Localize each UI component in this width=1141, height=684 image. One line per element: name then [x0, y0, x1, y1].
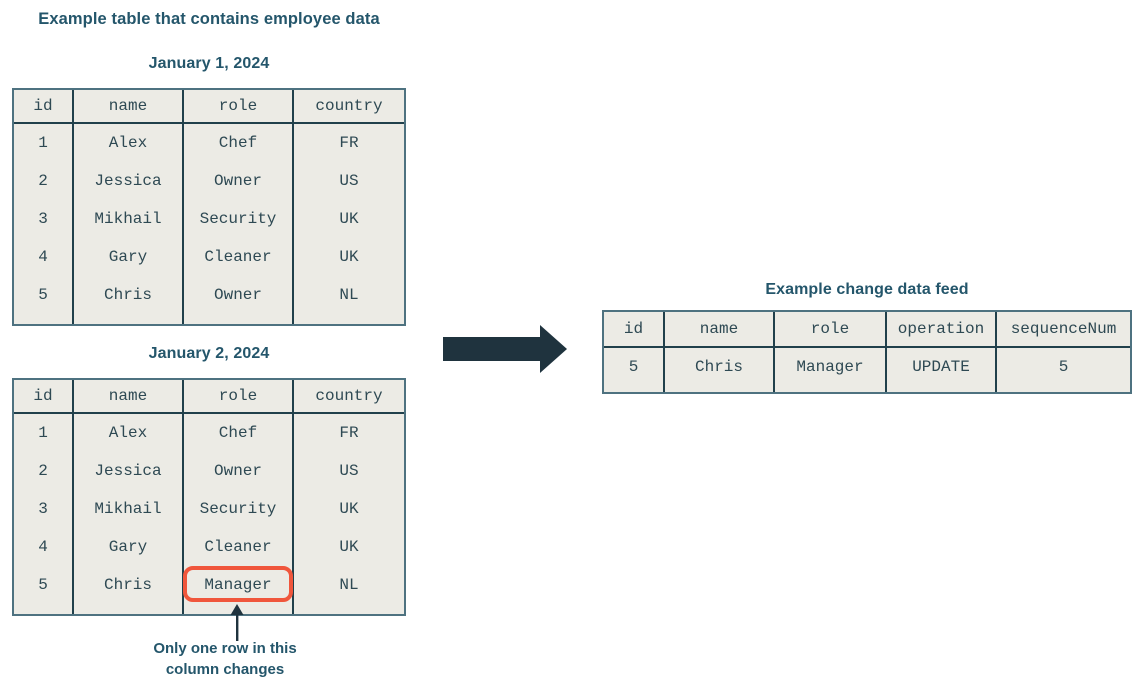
table-cell: Chris	[665, 348, 775, 386]
spacer	[14, 314, 74, 324]
table-cell: 3	[14, 200, 74, 238]
table-cell: UK	[339, 210, 359, 228]
table-january-2	[12, 378, 406, 616]
spacer	[887, 386, 997, 392]
diagram-title: Example table that contains employee data	[38, 10, 380, 28]
column-header: operation	[887, 312, 997, 348]
spacer	[74, 314, 184, 324]
table-cell: Mikhail	[74, 490, 184, 528]
table-january-1	[12, 88, 406, 326]
column-header: name	[74, 90, 184, 124]
table-cell: Gary	[74, 528, 184, 566]
column-header: role	[184, 380, 294, 414]
table-cell: Manager	[775, 348, 887, 386]
table-cell: NL	[339, 286, 359, 304]
arrow-right-icon	[443, 325, 567, 373]
annotation-line-2: column changes	[165, 661, 285, 678]
table-cell: Chris	[74, 276, 184, 314]
column-header: role	[184, 90, 294, 124]
table-jan2-caption: January 2, 2024	[148, 345, 270, 362]
table-cell: Mikhail	[74, 200, 184, 238]
spacer	[665, 386, 775, 392]
table-cell: 5	[14, 566, 74, 604]
column-header: country	[294, 380, 404, 414]
table-cell: 1	[14, 414, 74, 452]
table-cell: 5	[604, 348, 665, 386]
spacer	[74, 604, 184, 614]
table-cell: US	[339, 172, 359, 190]
table-cell: Chris	[74, 566, 184, 604]
spacer	[775, 386, 887, 392]
table-cell: 2	[14, 452, 74, 490]
table-cell: 5	[14, 276, 74, 314]
table-cell: Jessica	[74, 452, 184, 490]
table-cell: UK	[339, 500, 359, 518]
table-cell: 5	[1058, 358, 1069, 376]
table-cell: Owner	[184, 162, 294, 200]
spacer	[294, 314, 404, 324]
table-jan1-caption: January 1, 2024	[148, 55, 270, 72]
arrow-up-icon	[229, 604, 245, 641]
table-cell: UK	[339, 538, 359, 556]
column-header: name	[665, 312, 775, 348]
column-header: id	[14, 90, 74, 124]
table-change-feed	[602, 310, 1132, 394]
table-cell: 4	[14, 528, 74, 566]
spacer	[997, 386, 1130, 392]
column-header: id	[14, 380, 74, 414]
table-cell: Cleaner	[184, 238, 294, 276]
table-cell: 3	[14, 490, 74, 528]
table-cell: 4	[14, 238, 74, 276]
table-cell: 2	[14, 162, 74, 200]
table-cell: 1	[14, 124, 74, 162]
annotation-line-1: Only one row in this	[153, 640, 297, 657]
change-feed-caption: Example change data feed	[765, 281, 969, 298]
table-cell: Owner	[184, 276, 294, 314]
changed-table-cell: Manager	[184, 566, 294, 604]
table-cell: Alex	[74, 414, 184, 452]
table-cell: Owner	[184, 452, 294, 490]
spacer	[294, 604, 404, 614]
table-cell: Chef	[184, 414, 294, 452]
table-cell: Jessica	[74, 162, 184, 200]
column-header: country	[294, 90, 404, 124]
table-cell: UK	[339, 248, 359, 266]
table-cell: FR	[339, 424, 359, 442]
table-cell: Security	[184, 490, 294, 528]
column-header: role	[775, 312, 887, 348]
table-cell: Chef	[184, 124, 294, 162]
table-cell: Alex	[74, 124, 184, 162]
table-cell: Security	[184, 200, 294, 238]
spacer	[604, 386, 665, 392]
column-header: name	[74, 380, 184, 414]
table-cell: Gary	[74, 238, 184, 276]
table-cell: US	[339, 462, 359, 480]
column-header: id	[604, 312, 665, 348]
table-cell: Cleaner	[184, 528, 294, 566]
table-cell: FR	[339, 134, 359, 152]
annotation-text	[125, 638, 325, 680]
column-header: sequenceNum	[997, 312, 1130, 348]
table-cell: NL	[339, 576, 359, 594]
spacer	[14, 604, 74, 614]
table-cell: UPDATE	[887, 348, 997, 386]
spacer	[184, 314, 294, 324]
